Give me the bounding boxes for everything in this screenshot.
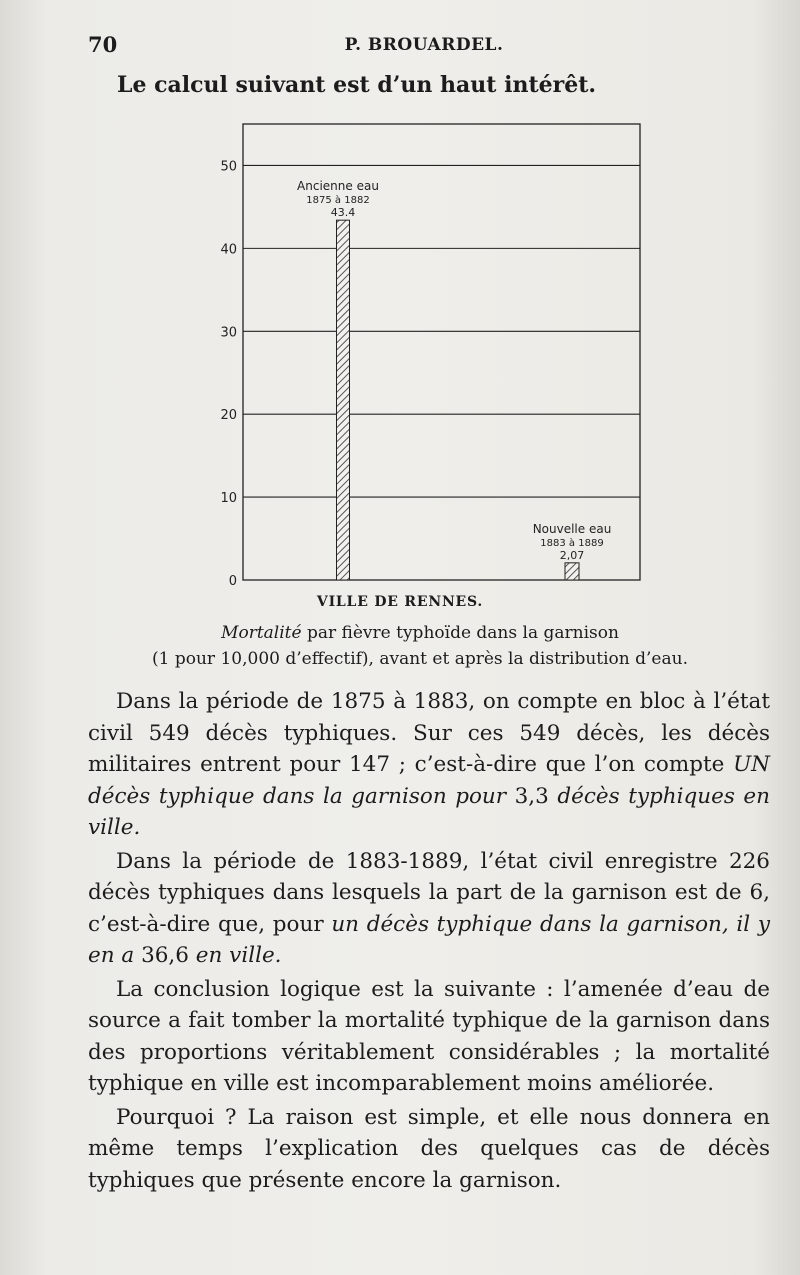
paragraph-3: La conclusion logique est la suivante : l’amenée d’eau de source a fait tomber la mortalité typhique de la garnison dans des proportions véritablement considérables ; la mortalité typhique en ville est incomparablement moins améliorée. [88,976,770,1096]
figure-title: VILLE DE RENNES. [316,594,484,610]
y-tick-label: 10 [220,491,237,507]
value-label: 43.4 [330,206,356,220]
y-tick-label: 40 [220,242,237,258]
y-tick-label: 50 [220,159,237,175]
bar-label-line2: 1875 à 1882 [306,195,370,207]
y-tick-label: 0 [228,574,237,589]
paragraph-1 [88,686,770,844]
bar [337,220,350,580]
bar-label-line1: Nouvelle eau [532,521,612,536]
paragraph-2 [88,846,770,972]
figure-caption [100,620,740,672]
p2-number: 36,6 [134,943,196,968]
p1-text: Dans la période de 1875 à 1883, on compte en bloc à l’état civil 549 décès typhiques. Sur ces 549 décès, les décès militaires entrent pour 147 ; c’est-à-dire que l’on compte [88,689,770,777]
p2-italic-end: en ville. [195,943,282,968]
chart-svg [0,0,800,600]
bar-label-line1: Ancienne eau [297,179,379,194]
value-label: 2,07 [559,548,585,562]
lead-sentence: Le calcul suivant est d’un haut intérêt. [117,72,597,98]
p2-italic: un décès typhique dans la garnison, il y en a [88,911,770,968]
running-head-author: P. BROUARDEL. [344,35,504,55]
y-tick-label: 30 [220,325,237,341]
p1-italic-end: décès typhiques en ville. [88,783,770,840]
caption-line1: par fièvre typhoïde dans la garnison [301,623,619,643]
paragraph-4: Pourquoi ? La raison est simple, et elle nous donnera en même temps l’explication des quelques cas de décès typhiques que présente encore la garnison. [88,1104,770,1193]
p1-italic: UN décès typhique dans la garnison pour [88,752,770,809]
bar-label-line2: 1883 à 1889 [540,537,604,549]
mortality-chart [0,0,800,600]
caption-italic: Mortalité [221,623,302,643]
caption-line2: (1 pour 10,000 d’effectif), avant et après la distribution d’eau. [152,649,688,669]
bar [565,563,579,580]
page-number: 70 [88,32,118,57]
body-text [88,686,770,1198]
y-tick-label: 20 [220,408,237,424]
p1-number: 3,3 [506,783,558,809]
p2-text: Dans la période de 1883-1889, l’état civil enregistre 226 décès typhiques dans lesquels la part de la garnison est de 6, c’est-à-dire que, pour [88,848,770,937]
